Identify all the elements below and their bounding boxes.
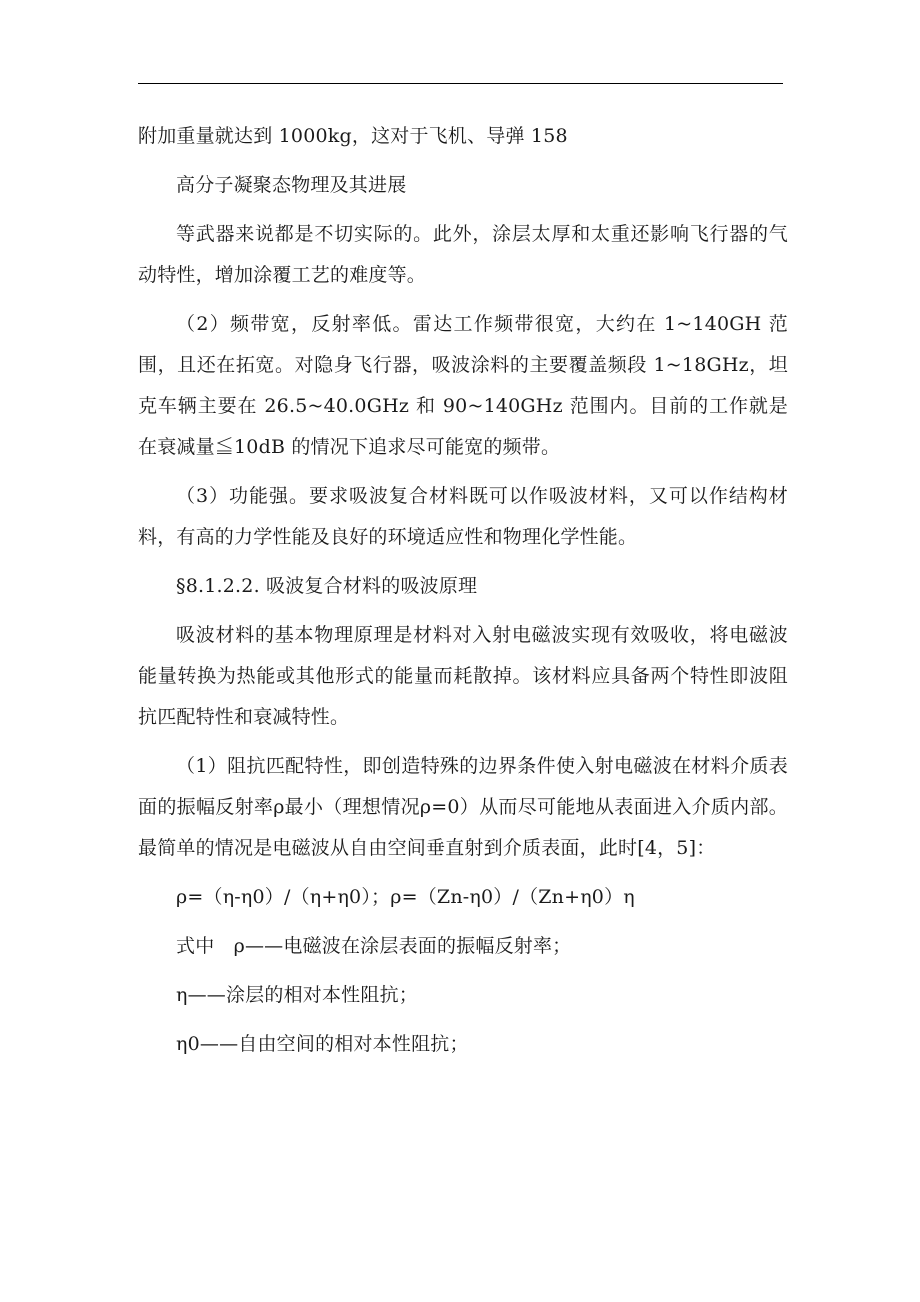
formula-reflectivity: ρ=（η-η0）/（η+η0）；ρ=（Zn-η0）/（Zn+η0）η: [176, 886, 635, 908]
header-rule: [138, 83, 783, 84]
paragraph-function: （3）功能强。要求吸波复合材料既可以作吸波材料，又可以作结构材料，有高的力学性能及良好的环境适应性和物理化学性能。: [138, 485, 788, 548]
formula-legend-rho: 式中 ρ——电磁波在涂层表面的振幅反射率；: [176, 935, 572, 957]
formula-legend-eta0: η0——自由空间的相对本性阻抗；: [176, 1033, 469, 1055]
paragraph-bandwidth: （2）频带宽，反射率低。雷达工作频带很宽，大约在 1~140GH 范围，且还在拓宽。对隐身飞行器，吸波涂料的主要覆盖频段 1~18GHz，坦克车辆主要在 26.5~40.0GHz 和 90~140GHz 范围内。目前的工作就是在衰减量≦10dB 的情况下追求尽可能宽的频带。: [138, 313, 788, 458]
running-header-text: 高分子凝聚态物理及其进展: [176, 174, 407, 196]
formula-legend-eta: η——涂层的相对本性阻抗；: [176, 984, 418, 1006]
paragraph-impedance: （1）阻抗匹配特性，即创造特殊的边界条件使入射电磁波在材料介质表面的振幅反射率ρ最小（理想情况ρ=0）从而尽可能地从表面进入介质内部。最简单的情况是电磁波从自由空间垂直射到介质表面，此时[4，5]：: [138, 755, 788, 859]
paragraph-continuation: 附加重量就达到 1000kg，这对于飞机、导弹 158: [138, 125, 568, 147]
paragraph-weight: 等武器来说都是不切实际的。此外，涂层太厚和太重还影响飞行器的气动特性，增加涂覆工艺的难度等。: [138, 223, 788, 286]
section-heading: §8.1.2.2. 吸波复合材料的吸波原理: [176, 575, 478, 597]
paragraph-principle: 吸波材料的基本物理原理是材料对入射电磁波实现有效吸收，将电磁波能量转换为热能或其他形式的能量而耗散掉。该材料应具备两个特性即波阻抗匹配特性和衰减特性。: [138, 624, 788, 728]
document-body: [138, 116, 788, 1065]
